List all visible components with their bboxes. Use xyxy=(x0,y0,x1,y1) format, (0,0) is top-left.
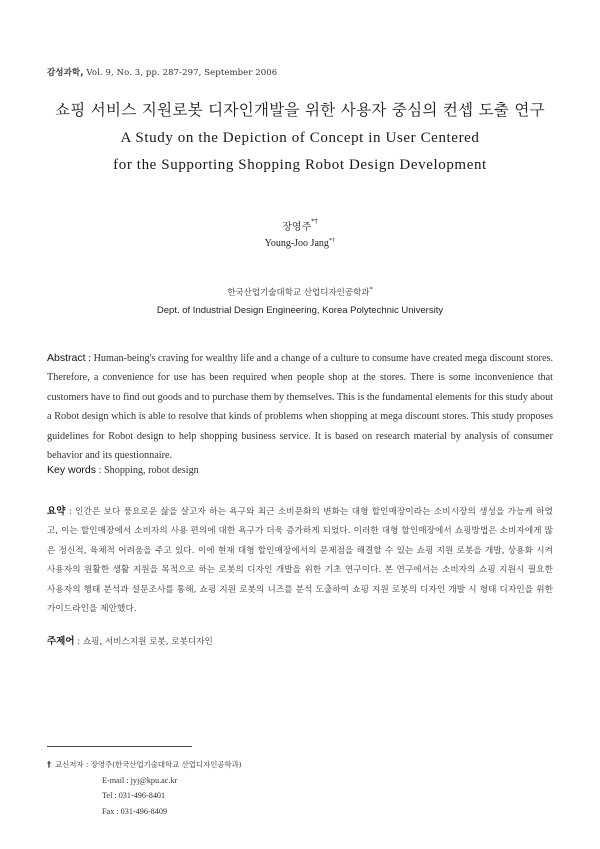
title-english-line1: A Study on the Depiction of Concept in User Centered xyxy=(120,130,480,146)
keywords-text: Shopping, robot design xyxy=(103,465,199,476)
footnote-divider xyxy=(47,746,192,747)
author-korean-mark: *† xyxy=(311,217,318,225)
author-english xyxy=(0,238,600,249)
abstract-ko-sep: : xyxy=(65,507,76,517)
keywords-ko-sep: : xyxy=(74,637,83,647)
keywords-sep: : xyxy=(96,465,104,476)
footnote-email: E-mail : jyj@kpu.ac.kr xyxy=(102,775,178,785)
keywords-ko-text: 쇼핑, 서비스지원 로봇, 로봇디자인 xyxy=(82,637,213,647)
keywords-label: Key words xyxy=(47,464,97,476)
footnote-author: 교신저자 : 장영주(한국산업기술대학교 산업디자인공학과) xyxy=(55,760,242,769)
abstract-korean xyxy=(47,502,553,619)
title-english-line2: for the Supporting Shopping Robot Design Development xyxy=(113,157,487,173)
keywords-english xyxy=(47,464,199,476)
affiliation-korean-mark: * xyxy=(369,285,373,293)
abstract-english xyxy=(47,349,553,465)
journal-name: 감성과학, xyxy=(47,68,84,78)
abstract-label: Abstract xyxy=(47,352,86,364)
abstract-sep: : xyxy=(85,353,94,364)
keywords-korean xyxy=(47,633,213,647)
abstract-text: Human-being's craving for wealthy life and a change of a culture to consume have created mega discount stores. Therefore, a convenience for use has been required when people shop at the stores. There is some inconvenience that customers have to find out goods and to purchase them by themselves. This is the fundamental elements for this study about a Robot design which is able to resolve that kinds of problems when shopping at mega discount stores. This study proposes guidelines for Robot design to help shopping business service. It is based on research material by analysis of consumer behavior and its questionnaire. xyxy=(47,353,553,462)
author-korean xyxy=(0,218,600,233)
author-english-mark: *† xyxy=(328,237,336,244)
keywords-ko-label: 주제어 xyxy=(47,636,75,647)
affiliation-english: Dept. of Industrial Design Engineering, Korea Polytechnic University xyxy=(156,305,444,316)
footnote-corresponding xyxy=(47,757,242,773)
journal-header xyxy=(47,66,277,78)
footnote-fax: Fax : 031-496-8409 xyxy=(102,806,168,816)
abstract-ko-text: 인간은 보다 풍요로운 삶을 살고자 하는 욕구와 최근 소비문화의 변화는 대형 할인매장이라는 소비시장의 생성을 가능케 하였고, 이는 할인매장에서 소비자의 사용 편의에 대한 욕구가 더욱 증가하게 되었다. 이러한 대형 할인매장에서 쇼핑방법은 소비자에게 많은 정신적, 육체적 어려움을 주고 있다. 이에 현재 대형 할인매장에서의 문제점을 해결할 수 있는 쇼핑 지원 로봇을 개발, 상용화 시켜 사용자의 원활한 생활 지원을 목적으로 하는 로봇의 디자인 개발을 위한 기초 연구이다. 본 연구에서는 소비자의 쇼핑 지원시 필요한 사용자의 행태 분석과 설문조사를 통해, 쇼핑 지원 로봇의 니즈를 분석 도출하여 쇼핑 지원 로봇의 디자인 개발 시 형태 디자인을 위한 가이드라인을 제안했다. xyxy=(47,507,553,615)
affiliation-korean-text: 한국산업기술대학교 산업디자인공학과 xyxy=(227,288,370,298)
footnote-tel: Tel : 031-496-8401 xyxy=(102,791,166,800)
abstract-ko-label: 요약 xyxy=(47,506,66,517)
author-english-name: Young-Joo Jang xyxy=(264,238,329,249)
footnote xyxy=(47,757,242,819)
title-korean: 쇼핑 서비스 지원로봇 디자인개발을 위한 사용자 중심의 컨셉 도출 연구 xyxy=(55,101,545,119)
journal-info: Vol. 9, No. 3, pp. 287-297, September 2006 xyxy=(86,68,278,78)
affiliation-korean xyxy=(0,286,600,298)
author-korean-name: 장영주 xyxy=(282,222,312,233)
footnote-dagger: † xyxy=(47,760,51,769)
